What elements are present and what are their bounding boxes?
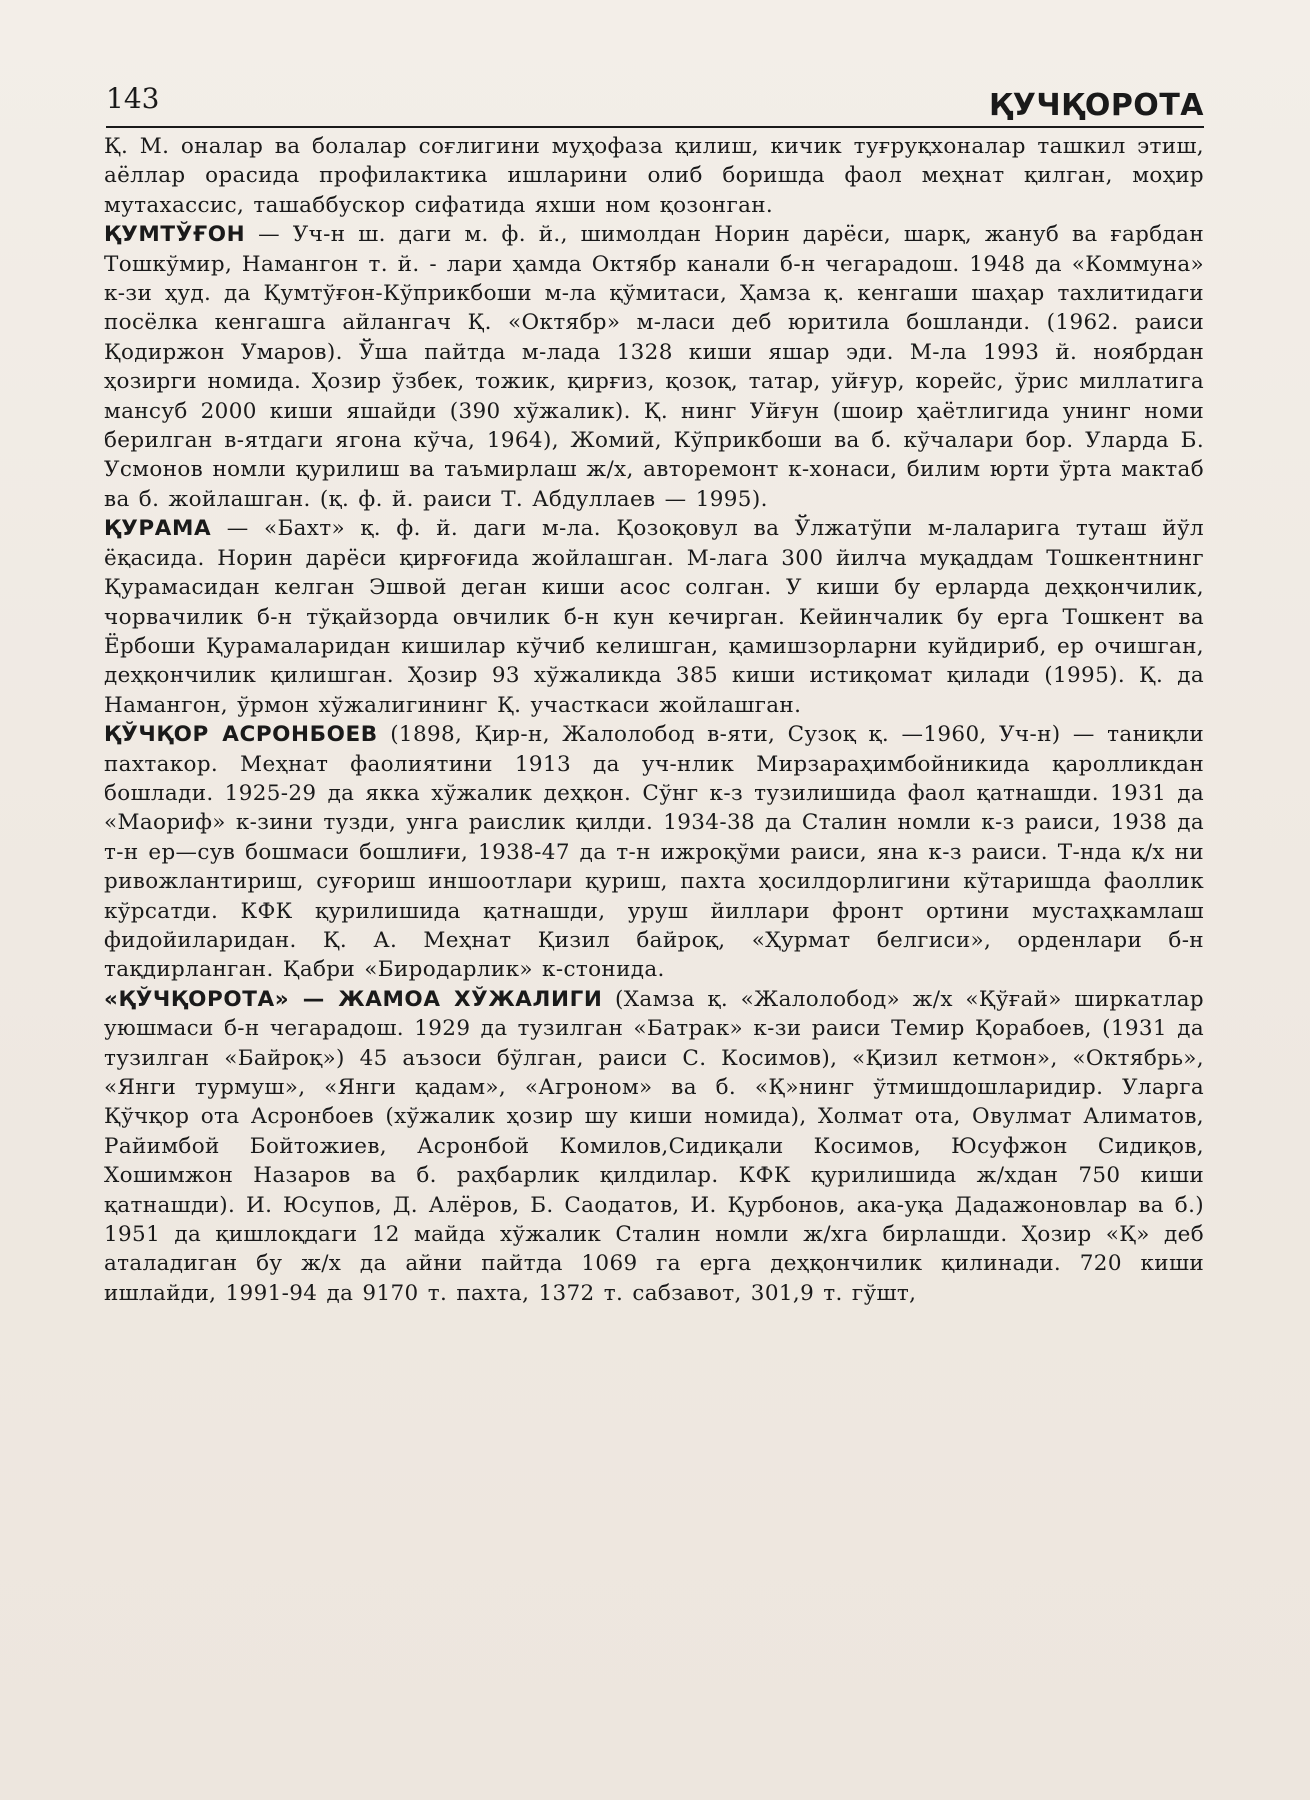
page-body	[104, 132, 1204, 1308]
entry-text: — Уч-н ш. даги м. ф. й., шимолдан Норин дарёси, шарқ, жануб ва ғарбдан Тошкўмир, Намангон т. й. - лари ҳамда Октябр канали б-н чегарадош. 1948 да «Коммуна» к-зи ҳуд. да Қумтўғон-Кўприкбоши м-ла қўмитаси, Ҳамза қ. кенгаши шаҳар тахлитидаги посёлка кенгашга айлангач Қ. «Октябр» м-ласи деб юритила бошланди. (1962. раиси Қодиржон Умаров). Ўша пайтда м-лада 1328 киши яшар эди. М-ла 1993 й. ноябрдан ҳозирги номида. Ҳозир ўзбек, тожик, қирғиз, қозоқ, татар, уйғур, корейс, ўрис миллатига мансуб 2000 киши яшайди (390 хўжалик). Қ. нинг Уйғун (шоир ҳаётлигида унинг номи берилган в-ятдаги ягона кўча, 1964), Жомий, Кўприкбоши ва б. кўчалари бор. Уларда Б. Усмонов номли қурилиш ва таъмирлаш ж/х, авторемонт к-хонаси, билим юрти ўрта мактаб ва б. жойлашган. (қ. ф. й. раиси Т. Абдуллаев — 1995).	[104, 222, 1204, 512]
entry-text: — «Бахт» қ. ф. й. даги м-ла. Қозоқовул ва Ўлжатўпи м-лаларига туташ йўл ёқасида. Норин дарёси қирғоғида жойлашган. М-лага 300 йилча муқаддам Тошкентнинг Қурамасидан келган Эшвой деган киши асос солган. У киши бу ерларда деҳқончилик, чорвачилик б-н тўқайзорда овчилик б-н кун кечирган. Кейинчалик бу ерга Тошкент ва Ёрбоши Қурамаларидан кишилар кўчиб келишган, қамишзорларни куйдириб, ер очишган, деҳқончилик қилишган. Ҳозир 93 хўжаликда 385 киши истиқомат қилади (1995). Қ. да Намангон, ўрмон хўжалигининг Қ. участкаси жойлашган.	[104, 516, 1204, 718]
entry-headword: «ҚЎЧҚОРОТА» — ЖАМОА ХЎЖАЛИГИ	[104, 986, 603, 1012]
entry-text: (Хамза қ. «Жалолобод» ж/х «Қўғай» ширкатлар уюшмаси б-н чегарадош. 1929 да тузилган «Батрак» к-зи раиси Темир Қорабоев, (1931 да тузилган «Байроқ») 45 аъзоси бўлган, раиси С. Косимов), «Қизил кетмон», «Октябрь», «Янги турмуш», «Янги қадам», «Агроном» ва б. «Қ»нинг ўтмишдошларидир. Уларга Қўчқор ота Асронбоев (хўжалик ҳозир шу киши номида), Холмат ота, Овулмат Алиматов, Райимбой Бойтожиев, Асронбой Комилов,Сидиқали Косимов, Юсуфжон Сидиқов, Хошимжон Назаров ва б. раҳбарлик қилдилар. КФК қурилишида ж/хдан 750 киши қатнашди). И. Юсупов, Д. Алёров, Б. Саодатов, И. Қурбонов, ака-уқа Дадажоновлар ва б.) 1951 да қишлоқдаги 12 майда хўжалик Сталин номли ж/хга бирлашди. Ҳозир «Қ» деб аталадиган бу ж/х да айни пайтда 1069 га ерга деҳқончилик қилинади. 720 киши ишлайди, 1991-94 да 9170 т. пахта, 1372 т. сабзавот, 301,9 т. гўшт,	[104, 986, 1204, 1306]
entry-qurama	[104, 514, 1204, 720]
entry-quchqor-asronboev	[104, 720, 1204, 985]
entry-headword: ҚУРАМА	[104, 516, 212, 542]
entry-text: Қ. М. оналар ва болалар соғлигини муҳофаза қилиш, кичик туғруқхоналар ташкил этиш, аёллар орасида профилактика ишларини олиб боришда фаол меҳнат қилган, моҳир мутахассис, ташаббускор сифатида яхши ном қозонган.	[104, 134, 1204, 218]
entry-text: (1898, Қир-н, Жалолобод в-яти, Сузоқ қ. —1960, Уч-н) — таниқли пахтакор. Меҳнат фаолиятини 1913 да уч-нлик Мирзараҳимбойникида қаролликдан бошлади. 1925-29 да якка хўжалик деҳқон. Сўнг к-з тузилишида фаол қатнашди. 1931 да «Маориф» к-зини тузди, унга раислик қилди. 1934-38 да Сталин номли к-з раиси, 1938 да т-н ер—сув бошмаси бошлиғи, 1938-47 да т-н ижроқўми раиси, яна к-з раиси. Т-нда қ/х ни ривожлантириш, суғориш иншоотлари қуриш, пахта ҳосилдорлигини кўтаришда фаоллик кўрсатди. КФК қурилишида қатнашди, уруш йиллари фронт ортини мустаҳкамлаш фидойиларидан. Қ. А. Меҳнат Қизил байроқ, «Ҳурмат белгиси», орденлари б-н тақдирланган. Қабри «Биродарлик» к-стонида.	[104, 722, 1205, 983]
entry-headword: ҚЎЧҚОР АСРОНБОЕВ	[104, 722, 378, 748]
entry-quchqorota-farm	[104, 985, 1204, 1308]
entry-qumtughon	[104, 220, 1204, 514]
running-head: ҚУЧҚОРОТА	[988, 88, 1204, 123]
entry-headword: ҚУМТЎҒОН	[104, 222, 246, 248]
page-header	[106, 82, 1204, 130]
entry-continuation	[104, 132, 1204, 220]
header-rule	[106, 126, 1204, 128]
page-number: 143	[106, 82, 160, 115]
